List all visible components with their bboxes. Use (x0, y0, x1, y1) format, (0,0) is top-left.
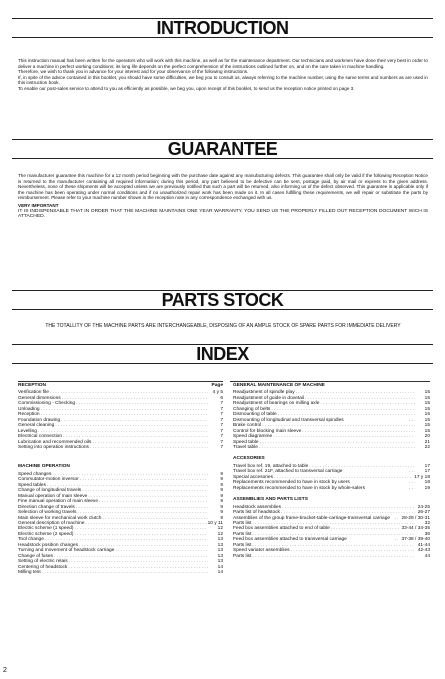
index-entry-page: 42-43 (417, 548, 430, 554)
leader-dots (409, 486, 415, 491)
index-entry-label: Readjustment of bearings on milling axle (233, 401, 320, 407)
index-entry-label: Dismounting of table (233, 412, 277, 418)
parts-stock-text: THE TOTALLITY OF THE MACHINE PARTS ARE INTERCHANGEABLE, DISPOSING OF AN AMPLE STOCK OF SPARE PARTS FOR IMMEDIATE DELIVERY (45, 323, 401, 329)
index-entry-label: Headstock assemblies (233, 504, 281, 510)
index-entry-label: Commissioning - Checking (18, 401, 76, 407)
index-entry-page: 15 (424, 412, 430, 418)
index-entry-label: Brake control (233, 423, 262, 429)
index-entry-page: 14 (217, 564, 223, 570)
index-entry-label: Readjustment of spindle play (233, 390, 295, 396)
index-entry-page: 9 (220, 504, 223, 510)
index-entry-page: 19 (424, 485, 430, 491)
index-entry-label: Electrical connection (18, 434, 62, 440)
index-entry-page: 24-25 (417, 504, 430, 510)
index-entry-label: Feed box assemblies attached to transversal carriage (233, 537, 347, 543)
index-entry-label: Headstock position changes (18, 542, 78, 548)
index-entry-page: 20 (424, 434, 430, 440)
left-column-rule (18, 381, 223, 382)
index-entry-label: Change of longitudinal travels (18, 488, 82, 494)
index-entry-label: Replacements recommended to have in stock by whole-salers (233, 485, 365, 491)
index-entry-page: 44 (424, 553, 430, 559)
index-entry-label: Parts list (233, 520, 252, 526)
index-entry (18, 445, 223, 450)
leader-dots (90, 445, 208, 450)
leader-dots (42, 570, 208, 575)
index-entry-label: Dismounting of longitudinal and transversal spindles (233, 417, 344, 423)
index-entry-page: 37-38 / 39-40 (401, 537, 430, 543)
index-entry-page: 7 (220, 401, 223, 407)
index-entry-label: Reception (18, 412, 40, 418)
important-heading: VERY IMPORTANT (18, 202, 59, 208)
introduction-paragraph: If, in spite of the advice contained in this booklet, you should have some difficulties, we beg you to consult us, always referring to the machine number, using the same terms and numbers as are used in this instruction book. (18, 74, 428, 86)
index-entry-label: Selection of working travels (18, 510, 77, 516)
index-entry-page: 9 (220, 499, 223, 505)
index-entry-label: Travel box ref. 19, attached to table (233, 463, 309, 469)
index-entry-label: Manual operation of main sleeve (18, 493, 88, 499)
index-entry-page: 9 (220, 488, 223, 494)
guarantee-header (12, 139, 433, 159)
index-entry-label: Lubrication and recommended oils (18, 439, 92, 445)
index-entry-page: 15 (424, 390, 430, 396)
index-entry-label: Tool change (18, 537, 44, 543)
index-title: INDEX (196, 344, 249, 364)
index-entry-label: Feed box assemblies attached to end of table (233, 526, 330, 532)
index-entry (233, 486, 430, 491)
index-entry-page: 13 (217, 553, 223, 559)
index-entry-label: Foundation drawing (18, 417, 61, 423)
index-entry-page: 13 (217, 559, 223, 565)
guarantee-title: GUARANTEE (167, 139, 278, 159)
index-entry-label: Milling test (18, 570, 41, 576)
guarantee-paragraph: The manufacturer guarantee this machine for a 12 month period beginning with the purchase date against any manufacturing defects. This guarantee shall only be valid if the following Reception Notice is returned to the manufacturer containing all required information; during this period, any part believed to be defective can be sent, postage paid, by air mail or express to the given address. Nevertheless, none of these shipments will be accepted unless we are previously notified that such a part will be returned, also informing us of the defect observed. This guarantee is applicable only if the machine has been operating under normal conditions and if no unauthorized repair work has been made on it. In all cases fulfilling these requirements, we will repair or substitute the parts by reimbursement. Please refer to your machine number shown in the reception note in any correspondence exchanged with us. (18, 173, 428, 201)
index-entry-page: 13 (217, 537, 223, 543)
index-entry-label: Speed diagramme (233, 434, 273, 440)
index-entry-label: Change of fuses (18, 553, 53, 559)
index-entry-page: 7 (220, 428, 223, 434)
index-entry-label: Centering of headstock (18, 564, 68, 570)
index-entry-page: 15 (424, 417, 430, 423)
index-entry-page: 26-27 (417, 510, 430, 516)
index-entry-label: General cleaning (18, 423, 55, 429)
index-entry-label: Fine manual operation of main sleeve (18, 499, 98, 505)
section-heading-text: ACCESORIES (233, 456, 265, 462)
index-entry-page: 9 (220, 471, 223, 477)
index-header (12, 344, 433, 364)
page-number: 2 (3, 667, 7, 674)
index-entry-page: 9 (220, 515, 223, 521)
section-heading-text: MACHINE OPERATION (18, 464, 70, 470)
index-entry-page: 14 (217, 570, 223, 576)
index-entry-label: Speed variator assemblies (233, 548, 290, 554)
introduction-paragraph: This instruction manual has been written for the operators who will work with this machine, as well as for the maintenance department. Our technicians and workmen have done their very best in order to deliver a machine in perfect working conditions; its long life depends on the perfect comprehension of the instructions outlined further on, and on the care taken in machine handling. (18, 58, 428, 69)
section-heading-text: ASSEMBLIES AND PARTS LISTS (233, 497, 308, 503)
parts-stock-header (12, 290, 433, 310)
introduction-header (12, 18, 433, 38)
index-entry-page: 17 (424, 469, 430, 475)
introduction-paragraph: Therefore, we wish to thank you in advance for your interest and for your observance of the following instructions. (18, 69, 249, 75)
index-entry-page: 18 (424, 480, 430, 486)
index-entry-page: 10 y 11 (207, 520, 223, 526)
index-entry-page: 9 (220, 510, 223, 516)
index-entry-page: 7 (220, 444, 223, 450)
section-heading-text: GENERAL MAINTENANCE OF MACHINE (233, 383, 325, 388)
index-entry-page: 7 (220, 417, 223, 423)
index-entry-label: Parts list (233, 553, 252, 559)
index-entry-label: Verification file (18, 390, 49, 396)
index-entry-label: Travel table (233, 444, 258, 450)
introduction-paragraph: To enable our post-sales service to attend to you as efficiently as possible, we beg you, upon receipt of this booklet, to send us the reception notice printed on page 3. (18, 85, 355, 91)
index-entry-label: General dimensions (18, 395, 61, 401)
index-entry-page: 15 (424, 395, 430, 401)
important-text: IT IS INDISPENSABLE THAT IN ORDER THAT THE MACHINE MAINTAINS ONE YEAR WARRANTY, YOU SEND US THE PROPERLY FILLED OUT RECEPTION DOCUMENT WICH IS ATTACHED. (18, 208, 428, 220)
index-entry-page: 7 (220, 412, 223, 418)
index-entry-page: 28-29 / 30-31 (401, 515, 430, 521)
index-entry-label: Changing of belts (233, 406, 271, 412)
index-entry-page: 22 (424, 444, 430, 450)
index-entry-label: General description of machine (18, 520, 85, 526)
index-entry-page: 15 (424, 401, 430, 407)
index-entry-page: 9 (220, 493, 223, 499)
index-entry-label: Travel box ref. 21F, attached to transversal carriage (233, 469, 343, 475)
index-entry-label: Direction change of travels (18, 504, 75, 510)
index-entry-page: 15 (424, 428, 430, 434)
index-entry-page: 7 (220, 439, 223, 445)
parts-stock-title: PARTS STOCK (161, 290, 284, 310)
index-entry-label: Electric scheme (2 speed) (18, 531, 74, 537)
index-entry-page: 15 (424, 406, 430, 412)
index-entry-page: 21 (424, 439, 430, 445)
index-entry-page: 9 (220, 477, 223, 483)
index-entry-label: Control for blocking main sleeve (233, 428, 302, 434)
index-entry-page: 17 y 18 (414, 474, 430, 480)
introduction-title: INTRODUCTION (156, 18, 289, 38)
index-entry-page: 13 (217, 548, 223, 554)
index-entry-label: Setting of electric relais (18, 559, 68, 565)
index-entry-page: 41-44 (417, 542, 430, 548)
index-entry-page: 15 (424, 423, 430, 429)
right-column-rule (230, 381, 430, 382)
index-entry-label: Levelling (18, 428, 37, 434)
index-entry-label: Replacements recommended to have in stock by users (233, 480, 350, 486)
index-entry (18, 570, 223, 575)
section-heading-text: RECEPTION (18, 383, 46, 388)
index-entry (233, 554, 430, 559)
index-left-column (18, 383, 223, 576)
index-entry-page: 6 (220, 395, 223, 401)
index-entry-label: Commutator-motion inversor (18, 477, 79, 483)
section-spacer (18, 450, 223, 464)
leader-dots (259, 445, 415, 450)
index-entry-label: Turning and movement of headstock carriage (18, 548, 115, 554)
index-entry-label: Parts list (233, 542, 252, 548)
guarantee-body (18, 173, 428, 220)
index-entry-label: Electric scheme (1 speed) (18, 526, 74, 532)
index-entry-page: 33-44 / 34-35 (401, 526, 430, 532)
index-entry-label: Readjustment of guide in dovetail (233, 395, 304, 401)
index-entry-label: Unloading (18, 406, 40, 412)
index-entry (233, 445, 430, 450)
index-entry-label: Parts list (233, 531, 252, 537)
index-entry-label: Speed tables (18, 482, 47, 488)
index-entry-page: 32 (424, 520, 430, 526)
index-entry-label: Main sleeve for mechanical work clutch (18, 515, 102, 521)
index-entry-page: 36 (424, 531, 430, 537)
index-entry-label: Parts list of headstock (233, 510, 280, 516)
index-entry-label: Speed changes (18, 471, 52, 477)
index-entry-page: 17 (424, 463, 430, 469)
leader-dots (252, 554, 415, 559)
index-entry-label: Setting into operation instructions (18, 444, 89, 450)
index-entry-page: 12 (217, 526, 223, 532)
introduction-body (18, 58, 428, 92)
index-entry-page: 9 (220, 482, 223, 488)
index-right-column (233, 383, 430, 559)
index-entry-label: Assemblies of the group frame-bracket-table-carriage-transversal carriage (233, 515, 391, 521)
index-entry-page: 13 (217, 542, 223, 548)
page-column-label: Page (211, 383, 223, 388)
index-entry-page: 7 (220, 406, 223, 412)
index-entry-label: Speed table (233, 439, 259, 445)
index-entry-page: 4 y 5 (212, 390, 223, 396)
index-entry-page: 12 (217, 531, 223, 537)
index-entry-page: 7 (220, 434, 223, 440)
index-entry-page: 7 (220, 423, 223, 429)
index-entry-label: Special accesories (233, 474, 273, 480)
